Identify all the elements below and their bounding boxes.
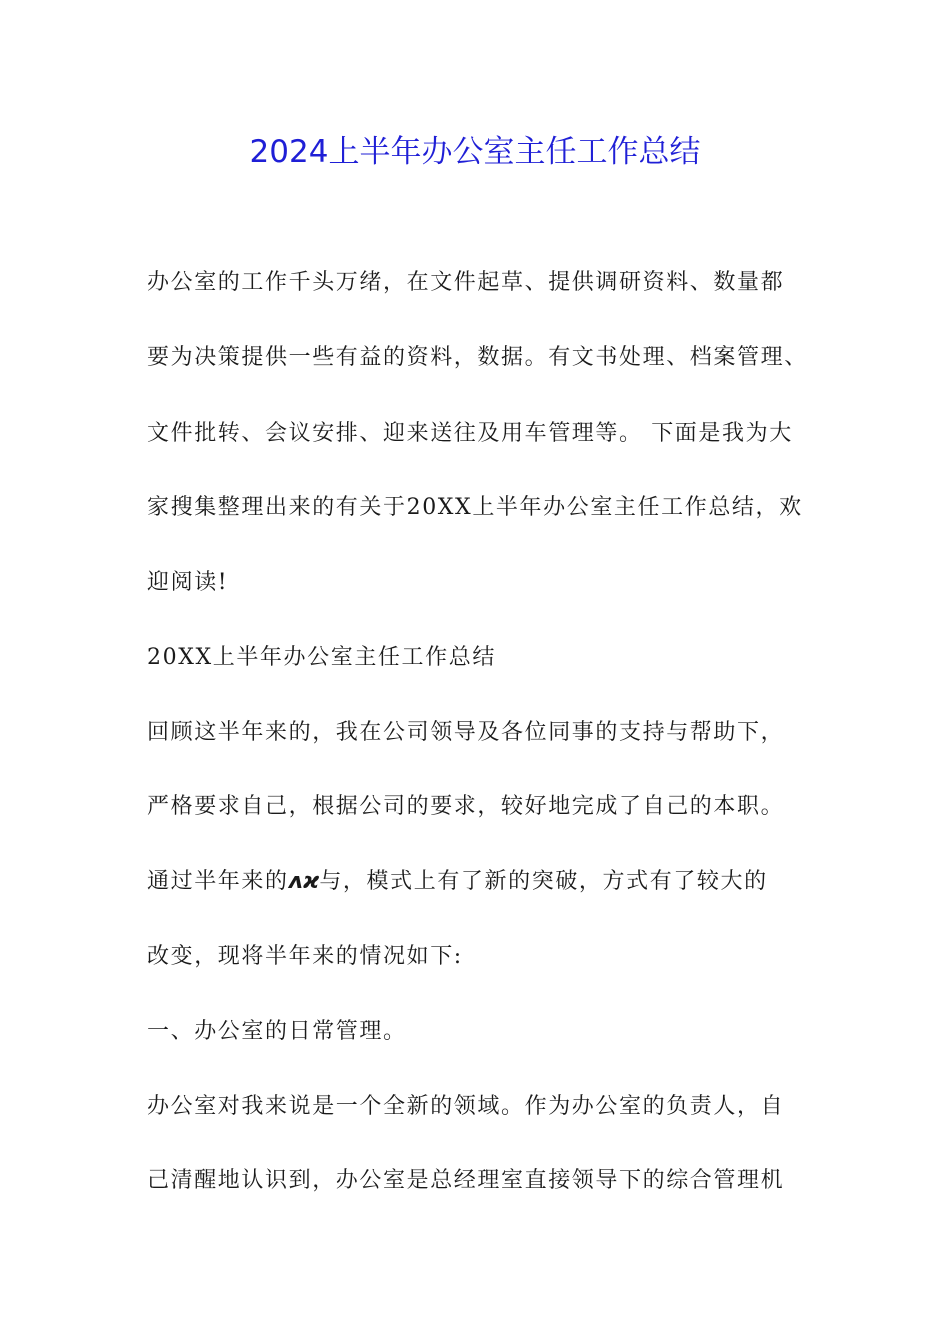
paragraph-line-10: 改变，现将半年来的情况如下: [147,944,463,969]
line-9-rest: 与，模式上有了新的突破，方式有了较大的 [319,869,768,894]
paragraph-line-3: 文件批转、会议安排、迎来送往及用车管理等。 下面是我为大 [147,421,793,446]
document-title: 2024上半年办公室主任工作总结 [249,134,701,170]
paragraph-line-1: 办公室的工作千头万绪，在文件起草、提供调研资料、数量都 [147,270,785,295]
section-heading: 20XX上半年办公室主任工作总结 [147,645,496,670]
line-9-prefix: 通过半年来的 [147,869,289,894]
paragraph-line-13: 己清醒地认识到，办公室是总经理室直接领导下的综合管理机 [147,1168,785,1193]
paragraph-line-2: 要为决策提供一些有益的资料，数据。有文书处理、档案管理、 [147,345,808,370]
garbled-glyphs: ᴧϰ [288,869,320,894]
paragraph-line-4: 家搜集整理出来的有关于20XX上半年办公室主任工作总结，欢 [147,495,803,520]
paragraph-line-7: 回顾这半年来的，我在公司领导及各位同事的支持与帮助下， [147,720,785,745]
subsection-heading: 一、办公室的日常管理。 [147,1019,407,1044]
paragraph-line-9 [147,865,768,899]
paragraph-line-5: 迎阅读! [147,570,229,595]
paragraph-line-8: 严格要求自己，根据公司的要求，较好地完成了自己的本职。 [147,794,785,819]
paragraph-line-12: 办公室对我来说是一个全新的领域。作为办公室的负责人，自 [147,1094,785,1119]
